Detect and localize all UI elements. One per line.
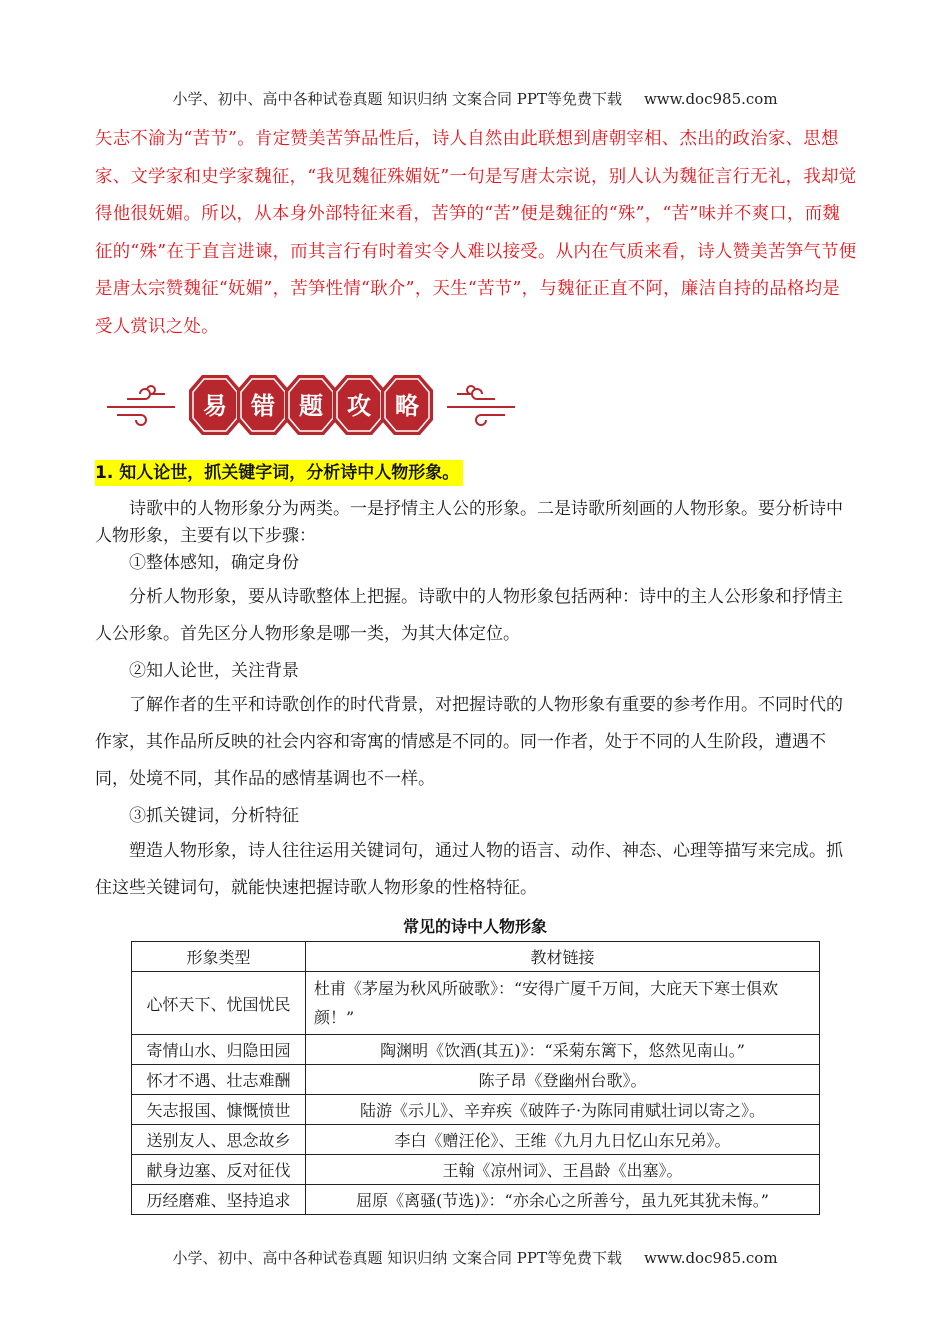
table-caption: 常见的诗中人物形象 bbox=[402, 917, 547, 936]
row-link: 杜甫《茅屋为秋风所破歌》：“安得广厦千万间，大庇天下寒士俱欢颜！” bbox=[306, 972, 820, 1035]
footer-text: 小学、初中、高中各种试卷真题 知识归纳 文案合同 PPT等免费下载 bbox=[172, 1249, 622, 1267]
header-text: 小学、初中、高中各种试卷真题 知识归纳 文案合同 PPT等免费下载 bbox=[172, 90, 622, 108]
table-row bbox=[132, 1095, 820, 1125]
row-type: 献身边塞、反对征伐 bbox=[132, 1155, 306, 1185]
step1-text: 分析人物形象，要从诗歌整体上把握。诗歌中的人物形象包括两种：诗中的主人公形象和抒情主人公形象。首先区分人物形象是哪一类，为其大体定位。 bbox=[95, 587, 843, 644]
row-type: 矢志报国、慷慨愤世 bbox=[132, 1095, 306, 1125]
step2-paragraph bbox=[95, 687, 857, 798]
header-type: 形象类型 bbox=[132, 942, 306, 972]
step3-heading bbox=[95, 803, 857, 830]
step2-text: 了解作者的生平和诗歌创作的时代背景，对把握诗歌的人物形象有重要的参考作用。不同时代的作家，其作品所反映的社会内容和寄寓的情感是不同的。同一作者，处于不同的人生阶段，遭遇不同，处境不同，其作品的感情基调也不一样。 bbox=[95, 695, 843, 789]
table-row bbox=[132, 972, 820, 1035]
intro-paragraph bbox=[95, 496, 857, 550]
intro-text: 诗歌中的人物形象分为两类。一是抒情主人公的形象。二是诗歌所刻画的人物形象。要分析诗中人物形象，主要有以下步骤： bbox=[95, 499, 843, 546]
section-banner bbox=[105, 366, 517, 444]
row-type: 怀才不遇、壮志难酬 bbox=[132, 1065, 306, 1095]
table-row bbox=[132, 1035, 820, 1065]
page-header bbox=[0, 88, 950, 109]
section-title: 1. 知人论世，抓关键字词，分析诗中人物形象。 bbox=[95, 460, 463, 486]
row-link: 李白《赠汪伦》、王维《九月九日忆山东兄弟》。 bbox=[306, 1125, 820, 1155]
footer-url[interactable]: www.doc985.com bbox=[643, 1249, 778, 1267]
row-link: 屈原《离骚(节选)》：“亦余心之所善兮，虽九死其犹未悔。” bbox=[306, 1185, 820, 1215]
banner-char-4: 攻 bbox=[347, 392, 371, 420]
banner-right-cloud-ornament bbox=[447, 386, 515, 425]
banner-left-cloud-ornament bbox=[107, 386, 175, 425]
row-type: 寄情山水、归隐田园 bbox=[132, 1035, 306, 1065]
table-row bbox=[132, 1155, 820, 1185]
step2-heading bbox=[95, 658, 857, 685]
row-link: 陶渊明《饮酒(其五)》：“采菊东篱下，悠然见南山。” bbox=[306, 1035, 820, 1065]
step1-heading bbox=[95, 550, 857, 577]
banner-badges bbox=[189, 375, 433, 435]
step2-title: ②知人论世，关注背景 bbox=[129, 661, 299, 681]
header-link: 教材链接 bbox=[306, 942, 820, 972]
step1-title: ①整体感知，确定身份 bbox=[129, 553, 299, 573]
step1-paragraph bbox=[95, 579, 857, 653]
table-row bbox=[132, 1065, 820, 1095]
row-type: 心怀天下、忧国忧民 bbox=[132, 972, 306, 1035]
page-footer bbox=[0, 1247, 950, 1268]
answer-paragraph: 矢志不渝为“苦节”。肯定赞美苦笋品性后，诗人自然由此联想到唐朝宰相、杰出的政治家、思想家、文学家和史学家魏征，“我见魏征殊媚妩”一句是写唐太宗说，别人认为魏征言行无礼，我却觉得他很妩媚。所以，从本身外部特征来看，苦笋的“苦”便是魏征的“殊”，“苦”味并不爽口，而魏征的“殊”在于直言进谏，而其言行有时着实令人难以接受。从内在气质来看，诗人赞美苦笋气节便是唐太宗赞魏征“妩媚”，苦笋性情“耿介”，天生“苦节”，与魏征正直不阿，廉洁自持的品格均是受人赏识之处。 bbox=[95, 129, 857, 337]
row-link: 陆游《示儿》、辛弃疾《破阵子·为陈同甫赋壮词以寄之》。 bbox=[306, 1095, 820, 1125]
step3-paragraph bbox=[95, 833, 857, 907]
step3-text: 塑造人物形象，诗人往往运用关键词句，通过人物的语言、动作、神态、心理等描写来完成。抓住这些关键词句，就能快速把握诗歌人物形象的性格特征。 bbox=[95, 841, 843, 898]
persona-table bbox=[131, 941, 820, 1215]
banner-char-5: 略 bbox=[395, 392, 419, 420]
table-row bbox=[132, 1125, 820, 1155]
header-url[interactable]: www.doc985.com bbox=[643, 90, 778, 108]
step3-title: ③抓关键词，分析特征 bbox=[129, 806, 299, 826]
row-type: 送别友人、思念故乡 bbox=[132, 1125, 306, 1155]
row-type: 历经磨难、坚持追求 bbox=[132, 1185, 306, 1215]
row-link: 王翰《凉州词》、王昌龄《出塞》。 bbox=[306, 1155, 820, 1185]
row-link: 陈子昂《登幽州台歌》。 bbox=[306, 1065, 820, 1095]
table-row bbox=[132, 1185, 820, 1215]
banner-char-2: 错 bbox=[251, 392, 275, 420]
banner-char-3: 题 bbox=[299, 392, 323, 420]
banner-char-1: 易 bbox=[203, 392, 227, 420]
table-header-row bbox=[132, 942, 820, 972]
